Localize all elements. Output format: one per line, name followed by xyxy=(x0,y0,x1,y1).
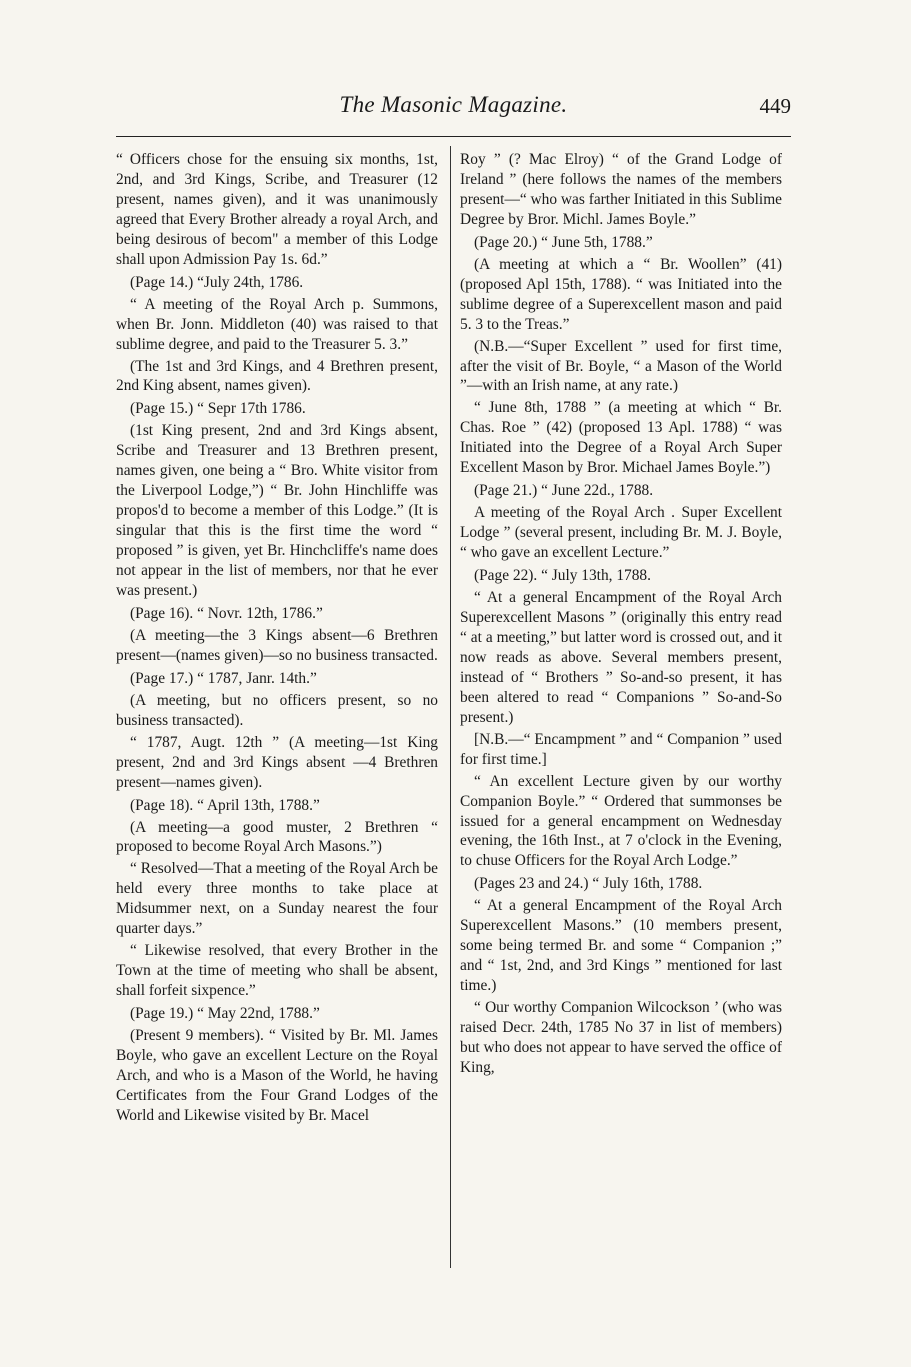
paragraph: “ 1787, Augt. 12th ” (A meeting—1st King present, 2nd and 3rd Kings absent —4 Brethren present—names given). xyxy=(116,733,438,791)
page-reference: (Page 15.) “ Sepr 17th 1786. xyxy=(130,400,306,418)
column-divider xyxy=(450,146,451,1268)
paragraph: “ Likewise resolved, that every Brother in the Town at the time of meeting who shall be absent, shall forfeit sixpence.” xyxy=(116,942,438,1000)
paragraph: [N.B.—“ Encampment ” and “ Companion ” used for first time.] xyxy=(460,730,782,768)
page-reference: (Page 16). “ Novr. 12th, 1786.” xyxy=(130,604,323,622)
running-title: The Masonic Magazine. xyxy=(339,92,568,117)
paragraph: (A meeting, but no officers present, so no business transacted). xyxy=(116,691,438,729)
paragraph: “ Our worthy Companion Wilcockson ’ (who was raised Decr. 24th, 1785 No 37 in list of members) but who does not appear to have served the office of King, xyxy=(460,999,782,1076)
paragraph: A meeting of the Royal Arch . Super Excellent Lodge ” (several present, including Br. M. J. Boyle, “ who gave an excellent Lecture.” xyxy=(460,504,782,562)
paragraph: “ Officers chose for the ensuing six months, 1st, 2nd, and 3rd Kings, Scribe, and Treasurer (12 present, names given), and it was unanimously agreed that Every Brother already a royal Arch, and being desirous of becom" a member of this Lodge shall upon Admission Pay 1s. 6d.” xyxy=(116,151,438,268)
header-rule xyxy=(116,136,791,137)
paragraph: “ June 8th, 1788 ” (a meeting at which “ Br. Chas. Roe ” (42) (proposed 13 Apl. 1788) “ was Initiated into the Degree of a Royal Arch Super Excellent Mason by Bror. Michael James Boyle.”) xyxy=(460,399,782,477)
paragraph: “ At a general Encampment of the Royal Arch Superexcellent Masons ” (originally this entry read “ at a meeting,” but latter word is crossed out, and it now reads as above. Several members present, instead of “ Brothers ” So-and-so present, it has been altered to read “ Companions ” So-and-So present.) xyxy=(460,589,782,726)
paragraph: (A meeting—the 3 Kings absent—6 Brethren present—(names given)—so no business transacted. xyxy=(116,626,438,664)
page-reference: (Page 21.) “ June 22d., 1788. xyxy=(474,482,654,500)
paragraph: “ A meeting of the Royal Arch p. Summons, when Br. Jonn. Middleton (40) was raised to that sublime degree, and paid to the Treasurer 5. 3.” xyxy=(116,295,438,353)
page-header xyxy=(116,92,791,122)
page-reference: (Page 18). “ April 13th, 1788.” xyxy=(130,796,320,814)
page-reference: (Page 22). “ July 13th, 1788. xyxy=(474,567,651,585)
paragraph: (N.B.—“Super Excellent ” used for first time, after the visit of Br. Boyle, “ a Mason of the World ”—with an Irish name, at any rate.) xyxy=(460,337,782,395)
paragraph: Roy ” (? Mac Elroy) “ of the Grand Lodge of Ireland ” (here follows the names of the members present—“ who was farther Initiated in this Sublime Degree by Bror. Michl. James Boyle.” xyxy=(460,151,782,228)
right-column xyxy=(460,150,782,1080)
page-reference: (Page 17.) “ 1787, Janr. 14th.” xyxy=(130,669,317,687)
paragraph: (A meeting—a good muster, 2 Brethren “ proposed to become Royal Arch Masons.”) xyxy=(116,818,438,856)
page-reference: (Pages 23 and 24.) “ July 16th, 1788. xyxy=(474,875,703,893)
paragraph: (A meeting at which a “ Br. Woollen” (41) (proposed Apl 15th, 1788). “ was Initiated into the sublime degree of a Superexcellent mason and paid 5. 3 to the Treas.” xyxy=(460,255,782,333)
paragraph: “ Resolved—That a meeting of the Royal Arch be held every three months to take place at Midsummer next, on a Sunday nearest the four quarter days.” xyxy=(116,860,438,938)
paragraph: (Present 9 members). “ Visited by Br. Ml. James Boyle, who gave an excellent Lecture on the Royal Arch, and who is a Mason of the World, he having Certificates from the Four Grand Lodges of the World and Likewise visited by Br. Macel xyxy=(116,1027,438,1124)
page-number: 449 xyxy=(759,94,791,118)
left-column xyxy=(116,150,438,1128)
paragraph: “ An excellent Lecture given by our worthy Companion Boyle.” “ Ordered that summonses be issued for a general encampment on Wednesday evening, the 16th Inst., at 7 o'clock in the Evening, to chuse Officers for the Royal Arch Lodge.” xyxy=(460,772,782,870)
paragraph: (1st King present, 2nd and 3rd Kings absent, Scribe and Treasurer and 13 Brethren present, names given, one being a “ Bro. White visitor from the Liverpool Lodge,”) “ Br. John Hinchliffe was propos'd to become a member of this Lodge.” (It is singular that this is the first time the word “ proposed ” is given, yet Br. Hinchcliffe's name does not appear in the list of members, nor that he ever was present.) xyxy=(116,422,438,600)
page-reference: (Page 14.) “July 24th, 1786. xyxy=(130,273,304,291)
paragraph: (The 1st and 3rd Kings, and 4 Brethren present, 2nd King absent, names given). xyxy=(116,357,438,395)
paragraph: “ At a general Encampment of the Royal Arch Superexcellent Masons.” (10 members present, some being termed Br. and some “ Companion ;” and “ 1st, 2nd, and 3rd Kings ” mentioned for last time.) xyxy=(460,897,782,995)
page-reference: (Page 20.) “ June 5th, 1788.” xyxy=(474,233,653,251)
page-reference: (Page 19.) “ May 22nd, 1788.” xyxy=(130,1005,320,1023)
